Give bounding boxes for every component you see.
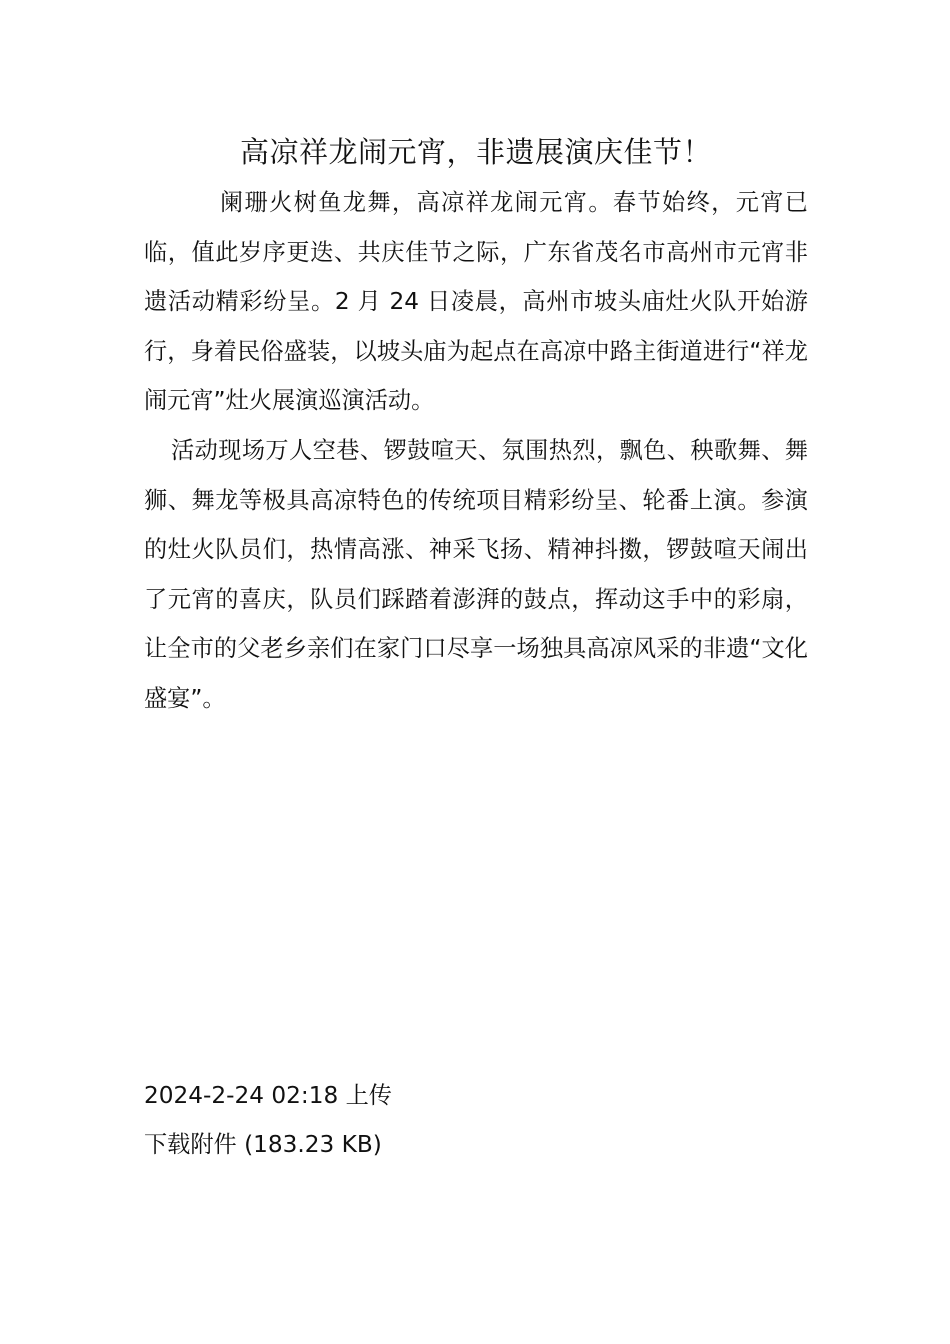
attachment-row xyxy=(144,1125,808,1165)
article-paragraph-2: 活动现场万人空巷、锣鼓喧天、氛围热烈，飘色、秧歌舞、舞狮、舞龙等极具高凉特色的传统项目精彩纷呈、轮番上演。参演的灶火队员们，热情高涨、神采飞扬、精神抖擞，锣鼓喧天闹出了元宵的喜庆，队员们踩踏着澎湃的鼓点，挥动这手中的彩扇，让全市的父老乡亲们在家门口尽享一场独具高凉风采的非遗“文化盛宴”。 xyxy=(144,436,808,712)
download-attachment-link[interactable]: 下载附件 (183.23 KB) xyxy=(144,1131,382,1158)
article-paragraph-1: 阑珊火树鱼龙舞，高凉祥龙闹元宵。春节始终，元宵已临，值此岁序更迭、共庆佳节之际，广东省茂名市高州市元宵非遗活动精彩纷呈。2 月 24 日凌晨，高州市坡头庙灶火队开始游行，身着民俗盛装，以坡头庙为起点在高凉中路主街道进行“祥龙闹元宵”灶火展演巡演活动。 xyxy=(144,189,808,415)
upload-timestamp: 2024-2-24 02:18 上传 xyxy=(144,1082,392,1109)
article-title: 高凉祥龙闹元宵，非遗展演庆佳节！ xyxy=(239,135,712,169)
article xyxy=(144,128,808,724)
